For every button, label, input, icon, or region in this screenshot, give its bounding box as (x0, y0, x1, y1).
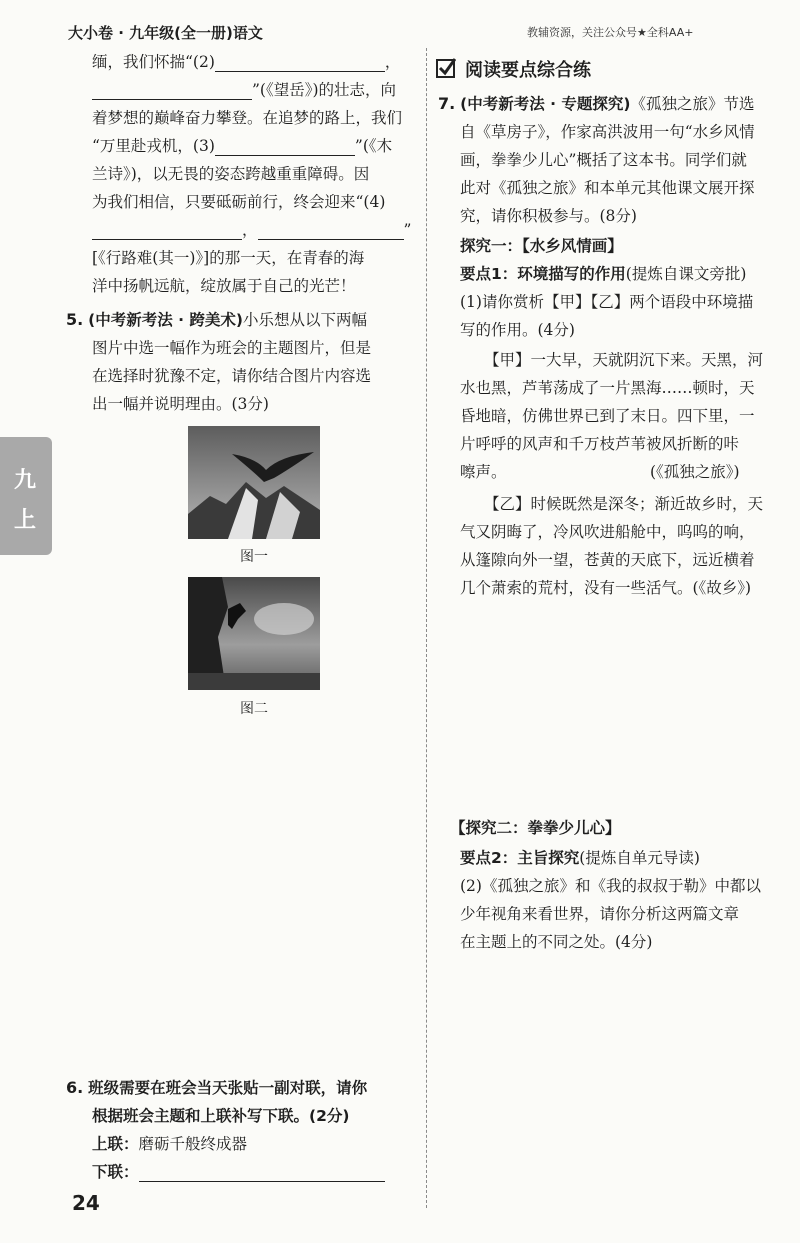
explore-1-heading: 探究一：【水乡风情画】 (460, 237, 623, 255)
q7-line-1: 7. (中考新考法 · 专题探究)《孤独之旅》节选 (438, 94, 755, 113)
sub-question-1-line-2: 写的作用。(4分) (460, 321, 575, 339)
column-divider (426, 48, 427, 1208)
q4-line-7: ， ” (92, 220, 411, 240)
q5-line-1: 5. (中考新考法 · 跨美术)小乐想从以下两幅 (66, 310, 368, 329)
passage-jia-line-3: 昏地暗，仿佛世界已到了末日。四下里，一 (460, 407, 755, 425)
q5-line-2: 图片中选一幅作为班会的主题图片，但是 (92, 339, 372, 357)
sub-question-2-line-3: 在主题上的不同之处。(4分) (460, 933, 653, 951)
q6-line-2: 根据班会主题和上联补写下联。(2分) (92, 1107, 350, 1125)
passage-yi-line-2: 气又阴晦了，冷风吹进船舱中，呜呜的响， (460, 523, 755, 541)
answer-blank-4b[interactable] (258, 223, 404, 240)
q4-line-5: 兰诗》)，以无畏的姿态跨越重重障碍。因 (92, 165, 370, 183)
passage-jia-source: (《孤独之旅》) (650, 463, 740, 481)
q6-lower-couplet: 下联： (92, 1162, 385, 1182)
q6-line-1: 6. 班级需要在班会当天张贴一副对联，请你 (66, 1078, 368, 1097)
answer-area-1[interactable] (460, 612, 778, 802)
q5-line-3: 在选择时犹豫不定，请你结合图片内容选 (92, 367, 372, 385)
passage-jia-line-2: 水也黑，芦苇荡成了一片黑海……顿时，天 (460, 379, 755, 397)
checkbox-check-icon (436, 58, 456, 78)
sub-question-2-line-2: 少年视角来看世界，请你分析这两篇文章 (460, 905, 740, 923)
header-watermark: 教辅资源，关注公众号★全科AA+ (527, 26, 694, 39)
q7-line-3: 画，拳拳少儿心”概括了这本书。同学们就 (460, 151, 747, 169)
point-1-heading: 要点1：环境描写的作用(提炼自课文旁批) (460, 265, 747, 283)
section-title: 阅读要点综合练 (465, 60, 591, 81)
figure-2-caption: 图二 (240, 701, 268, 717)
q4-line-9: 洋中扬帆远航，绽放属于自己的光芒！ (92, 277, 356, 295)
q4-line-6: 为我们相信，只要砥砺前行，终会迎来“(4) (92, 193, 386, 211)
q7-line-5: 究，请你积极参与。(8分) (460, 207, 637, 225)
side-tab-char-2: 上 (14, 507, 37, 533)
answer-blank-3[interactable] (215, 139, 355, 156)
answer-blank-2[interactable] (215, 55, 385, 72)
sub-question-1-line-1: (1)请你赏析【甲】【乙】两个语段中环境描 (460, 293, 754, 311)
figure-2-climber-image (188, 577, 320, 690)
passage-yi-line-4: 几个萧索的荒村，没有一些活气。(《故乡》) (460, 579, 752, 597)
passage-yi-line-1: 【乙】时候既然是深冬；渐近故乡时，天 (484, 495, 764, 513)
sub-question-2-line-1: (2)《孤独之旅》和《我的叔叔于勒》中都以 (460, 877, 761, 895)
figure-1-eagle-image (188, 426, 320, 539)
passage-jia-line-5: 嚓声。 (460, 463, 507, 481)
figure-1-caption: 图一 (240, 549, 268, 565)
answer-blank-2b[interactable] (92, 83, 252, 100)
q4-line-8: [《行路难(其一)》]的那一天，在青春的海 (92, 249, 365, 267)
book-title: 大小卷 · 九年级(全一册)语文 (68, 24, 263, 42)
q5-line-4: 出一幅并说明理由。(3分) (92, 395, 269, 413)
grade-side-tab (0, 437, 52, 555)
q4-line-4: “万里赴戎机，(3) ”(《木 (92, 137, 393, 155)
answer-blank-4a[interactable] (92, 223, 242, 240)
lower-couplet-blank[interactable] (139, 1165, 385, 1182)
q7-line-2: 自《草房子》，作家高洪波用一句“水乡风情 (460, 123, 755, 141)
passage-jia-line-1: 【甲】一大早，天就阴沉下来。天黑，河 (484, 351, 764, 369)
side-tab-char-1: 九 (14, 467, 37, 493)
passage-jia-line-4: 片呼呼的风声和千万枝芦苇被风折断的咔 (460, 435, 740, 453)
q7-line-4: 此对《孤独之旅》和本单元其他课文展开探 (460, 179, 755, 197)
q6-upper-couplet: 上联：磨砺千般终成器 (92, 1135, 248, 1153)
q4-line-2: ”(《望岳》)的壮志，向 (92, 80, 396, 100)
answer-area-2[interactable] (460, 964, 778, 1184)
explore-2-heading: 【探究二：拳拳少儿心】 (450, 819, 621, 837)
passage-yi-line-3: 从篷隙向外一望，苍黄的天底下，远近横着 (460, 551, 755, 569)
page-number: 24 (72, 1191, 100, 1215)
point-2-heading: 要点2：主旨探究(提炼自单元导读) (460, 849, 700, 867)
q4-line-1: 缅，我们怀揣“(2) ， (92, 53, 401, 71)
q4-line-3: 着梦想的巅峰奋力攀登。在追梦的路上，我们 (92, 109, 403, 127)
